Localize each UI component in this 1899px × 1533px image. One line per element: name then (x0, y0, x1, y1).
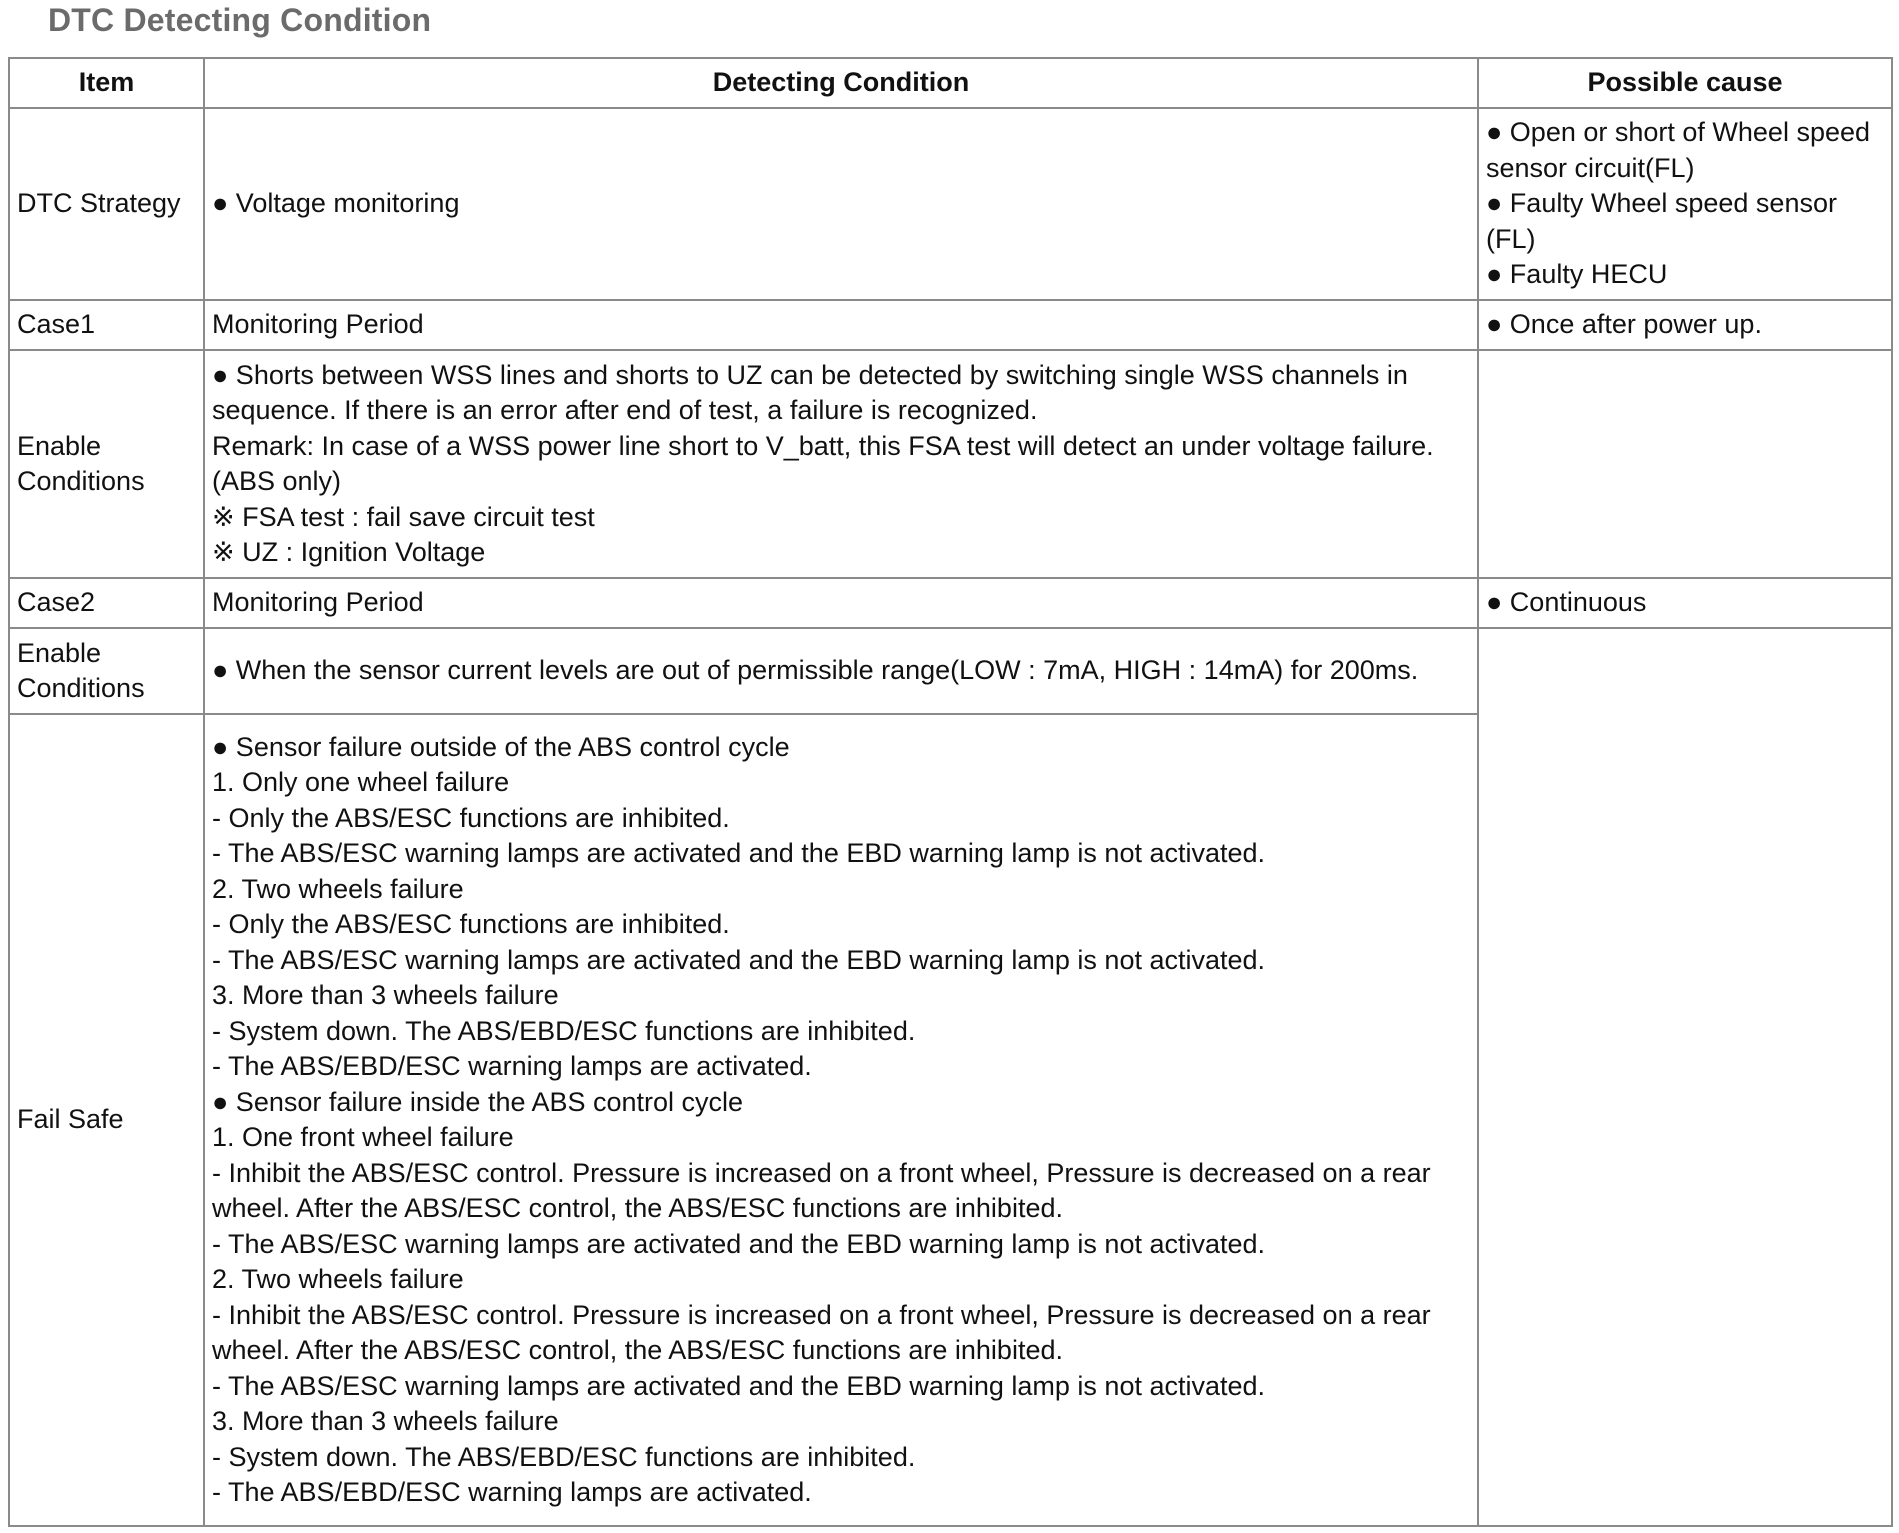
condition-line: - System down. The ABS/EBD/ESC functions are inhibited. (212, 1441, 916, 1472)
condition-cell (204, 714, 1478, 1526)
condition-line: 1. Only one wheel failure (212, 767, 510, 797)
condition-line: - Only the ABS/ESC functions are inhibited. (212, 909, 730, 939)
header-item: Item (9, 58, 204, 108)
table-row-enable-conditions-1 (9, 350, 1892, 578)
cause-cell: ● Continuous (1478, 578, 1892, 628)
condition-line: - The ABS/ESC warning lamps are activated and the EBD warning lamp is not activated. (212, 1370, 1266, 1401)
cause-cell (1478, 350, 1892, 578)
item-cell: Enable Conditions (9, 628, 204, 714)
item-cell: DTC Strategy (9, 108, 204, 300)
cause-line: ● Faulty Wheel speed sensor (FL) (1486, 188, 1845, 254)
item-cell: Enable Conditions (9, 350, 204, 578)
condition-line: - The ABS/EBD/ESC warning lamps are activated. (212, 1477, 812, 1507)
item-cell: Case1 (9, 300, 204, 350)
condition-line: Remark: In case of a WSS power line short to V_batt, this FSA test will detect an under voltage failure. (ABS only) (212, 430, 1442, 496)
condition-cell: ● When the sensor current levels are out of permissible range(LOW : 7mA, HIGH : 14mA) for 200ms. (204, 628, 1478, 714)
condition-line: 2. Two wheels failure (212, 1264, 464, 1294)
page-title: DTC Detecting Condition (48, 2, 432, 38)
condition-line: ※ FSA test : fail save circuit test (212, 501, 595, 532)
cause-cell (1478, 628, 1892, 1526)
header-possible-cause: Possible cause (1478, 58, 1892, 108)
condition-cell (204, 350, 1478, 578)
condition-line: - The ABS/ESC warning lamps are activated and the EBD warning lamp is not activated. (212, 944, 1266, 975)
table-row-enable-conditions-2 (9, 628, 1892, 714)
item-cell: Case2 (9, 578, 204, 628)
condition-line: - The ABS/ESC warning lamps are activated and the EBD warning lamp is not activated. (212, 1228, 1266, 1259)
header-detecting-condition: Detecting Condition (204, 58, 1478, 108)
condition-line: - Inhibit the ABS/ESC control. Pressure is increased on a front wheel, Pressure is decreased on a rear wheel. After the ABS/ESC control, the ABS/ESC functions are inhibited. (212, 1299, 1439, 1365)
condition-cell: Monitoring Period (204, 578, 1478, 628)
condition-cell (204, 108, 1478, 300)
table-row-case2 (9, 578, 1892, 628)
condition-line: - System down. The ABS/EBD/ESC functions are inhibited. (212, 1015, 916, 1046)
condition-line: ● Sensor failure outside of the ABS control cycle (212, 731, 790, 762)
condition-line: 1. One front wheel failure (212, 1122, 514, 1152)
cause-line: ● Open or short of Wheel speed sensor circuit(FL) (1486, 117, 1878, 183)
table-row-dtc-strategy (9, 108, 1892, 300)
cause-cell (1478, 108, 1892, 300)
cause-line: ● Faulty HECU (1486, 259, 1668, 290)
condition-line: - The ABS/EBD/ESC warning lamps are activated. (212, 1051, 812, 1081)
item-cell: Fail Safe (9, 714, 204, 1526)
condition-line: - Only the ABS/ESC functions are inhibited. (212, 802, 730, 833)
condition-cell: Monitoring Period (204, 300, 1478, 350)
cause-cell: ● Once after power up. (1478, 300, 1892, 350)
table-row-case1 (9, 300, 1892, 350)
condition-line: 3. More than 3 wheels failure (212, 1406, 559, 1436)
condition-line: ※ UZ : Ignition Voltage (212, 537, 486, 567)
condition-line: ● Sensor failure inside the ABS control cycle (212, 1086, 744, 1117)
condition-line: - Inhibit the ABS/ESC control. Pressure is increased on a front wheel, Pressure is decreased on a rear wheel. After the ABS/ESC control, the ABS/ESC functions are inhibited. (212, 1157, 1439, 1223)
condition-line: 3. More than 3 wheels failure (212, 980, 559, 1010)
condition-line: - The ABS/ESC warning lamps are activated and the EBD warning lamp is not activated. (212, 838, 1266, 868)
table-header-row (9, 58, 1892, 108)
dtc-condition-table (8, 57, 1893, 1527)
condition-line: ● Voltage monitoring (212, 188, 460, 219)
condition-line: 2. Two wheels failure (212, 873, 464, 904)
condition-line: ● Shorts between WSS lines and shorts to UZ can be detected by switching single WSS channels in sequence. If there is an error after end of test, a failure is recognized. (212, 359, 1416, 425)
